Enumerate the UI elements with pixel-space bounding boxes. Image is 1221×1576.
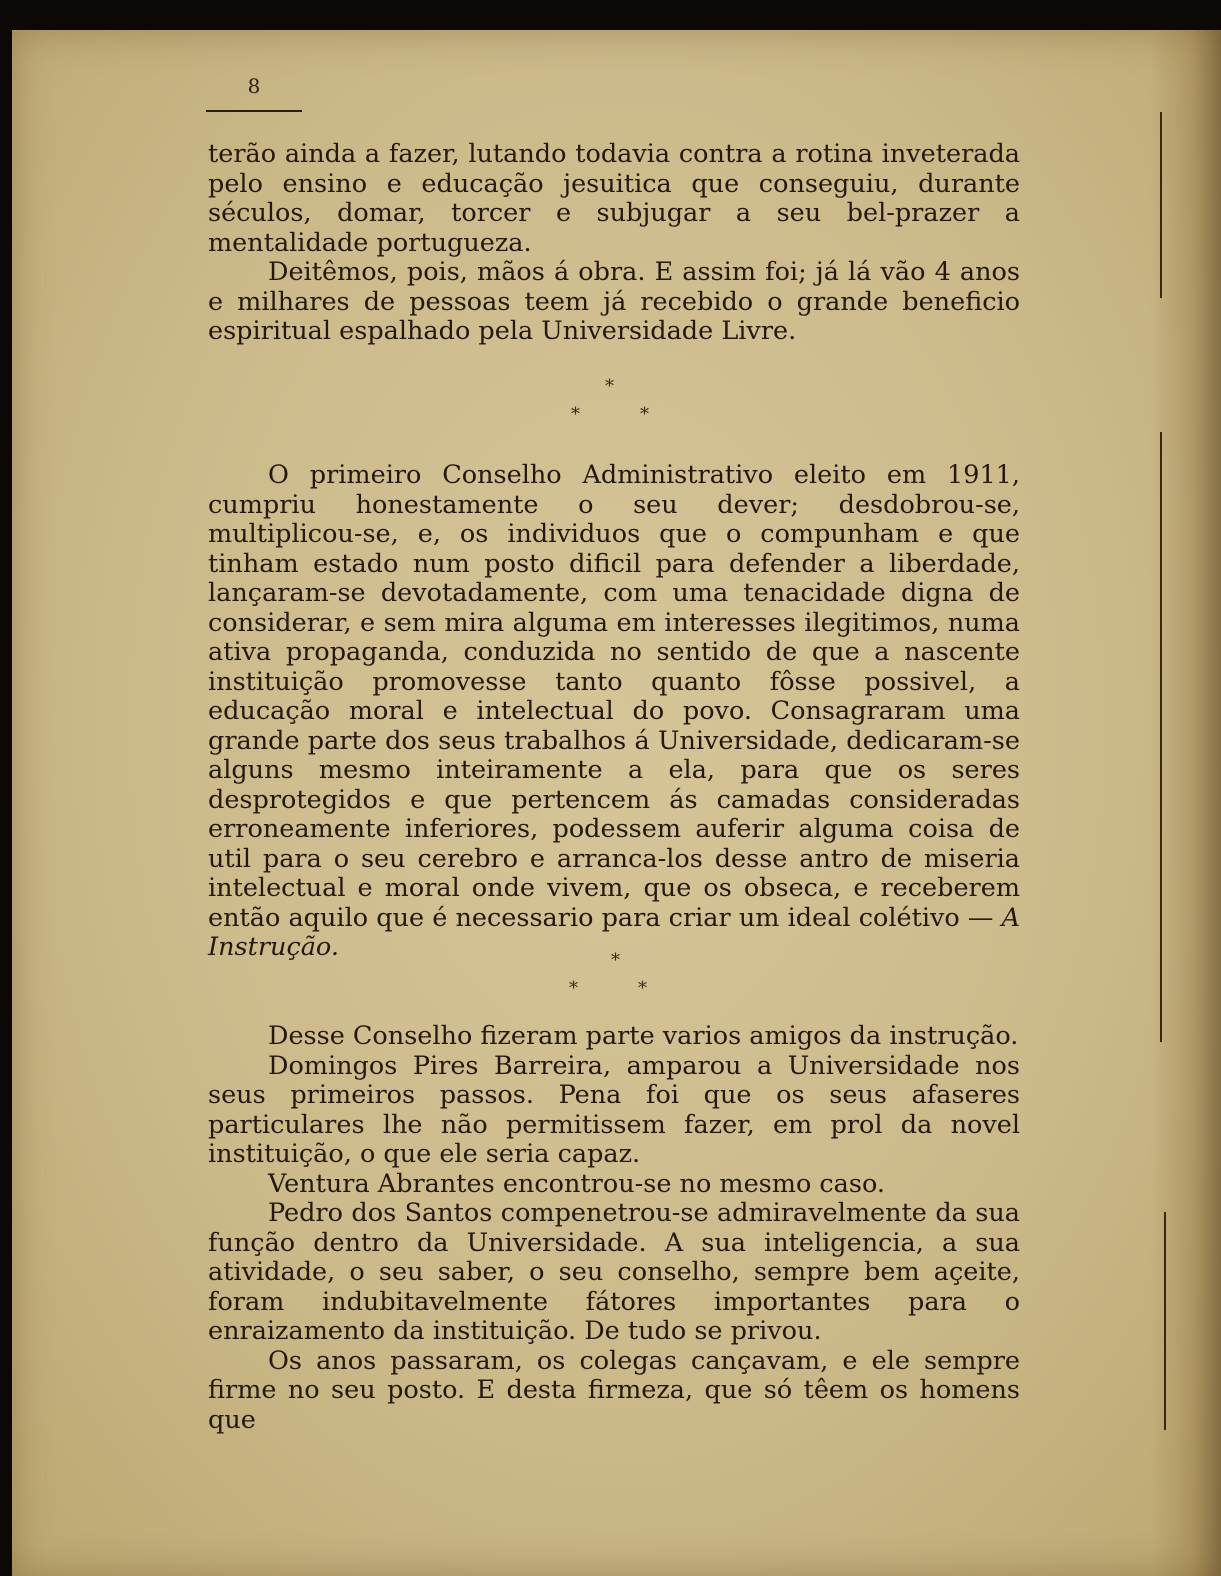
paragraph: Pedro dos Santos compenetrou-se admiravelmente da sua função dentro da Universidade. A sua inteligencia, a sua atividade, o seu saber, o seu conselho, sempre bem açeite, foram indubitavelmente fátores importantes para o enraizamento da instituição. De tudo se privou. bbox=[208, 1198, 1020, 1346]
text-block-opening bbox=[208, 140, 1020, 347]
paragraph: Os anos passaram, os colegas cançavam, e ele sempre firme no seu posto. E desta firmeza, que só têem os homens que bbox=[208, 1345, 1020, 1435]
separator-star: * bbox=[640, 404, 649, 425]
text-block-members bbox=[208, 1022, 1020, 1435]
margin-mark bbox=[1160, 432, 1170, 1042]
separator-star: * bbox=[638, 978, 647, 999]
paragraph: Desse Conselho fizeram parte varios amigos da instrução. bbox=[268, 1021, 1019, 1051]
paragraph bbox=[208, 461, 1020, 963]
separator-star: * bbox=[611, 950, 620, 971]
paragraph: Domingos Pires Barreira, amparou a Universidade nos seus primeiros passos. Pena foi que os seus afaseres particulares lhe não permitissem fazer, em prol da novel instituição, o que ele seria capaz. bbox=[208, 1050, 1020, 1169]
paragraph: terão ainda a fazer, lutando todavia contra a rotina inveterada pelo ensino e educação jesuitica que conseguiu, durante séculos, domar, torcer e subjugar a seu bel-prazer a mentalidade portugueza. bbox=[208, 139, 1020, 258]
page-number: 8 bbox=[206, 74, 302, 112]
margin-mark bbox=[1164, 1212, 1174, 1430]
paragraph-text: O primeiro Conselho Administrativo eleito em 1911, cumpriu honestamente o seu dever; desdobrou-se, multiplicou-se, e, os individuos que o compunham e que tinham estado num posto dificil para defender a liberdade, lançaram-se devotadamente, com uma tenacidade digna de considerar, e sem mira alguma em interesses ilegitimos, numa ativa propaganda, conduzida no sentido de que a nascente instituição promovesse tanto quanto fôsse possivel, a educação moral e intelectual do povo. Consagraram uma grande parte dos seus trabalhos á Universidade, dedicaram-se alguns mesmo inteiramente a ela, para que os seres desprotegidos e que pertencem ás camadas consideradas erroneamente inferiores, podessem auferir alguma coisa de util para o seu cerebro e arranca-los desse antro de miseria intelectual e moral onde vivem, que os obseca, e receberem então aquilo que é necessario para criar um ideal colétivo — bbox=[208, 460, 1020, 933]
text-block-council bbox=[208, 461, 1020, 963]
italic-title: A Instrução. bbox=[208, 902, 1021, 962]
paragraph: Deitêmos, pois, mãos á obra. E assim foi; já lá vão 4 anos e milhares de pessoas teem já recebido o grande beneficio espiritual espalhado pela Universidade Livre. bbox=[208, 257, 1020, 346]
separator-star: * bbox=[569, 978, 578, 999]
separator-star: * bbox=[571, 404, 580, 425]
separator-star: * bbox=[605, 376, 614, 397]
paragraph: Ventura Abrantes encontrou-se no mesmo caso. bbox=[268, 1168, 885, 1199]
margin-mark bbox=[1160, 112, 1170, 298]
